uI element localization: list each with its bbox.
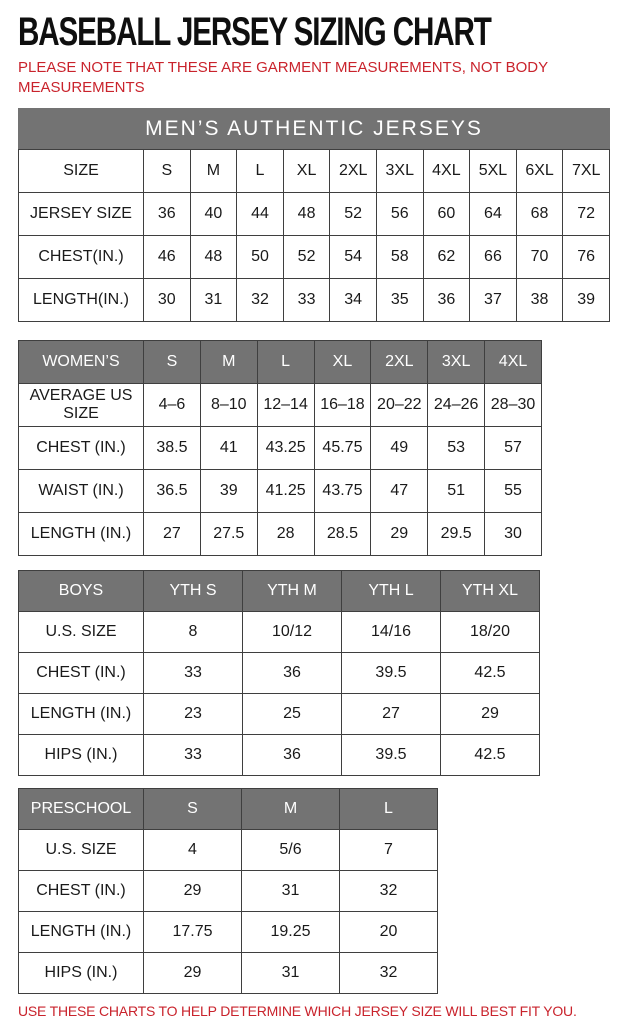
value-cell: 25	[243, 694, 342, 735]
value-cell: 44	[237, 193, 284, 236]
size-header-cell: S	[144, 150, 191, 193]
size-header-cell: 3XL	[428, 341, 485, 384]
garment-measurements-note: PLEASE NOTE THAT THESE ARE GARMENT MEASUREMENTS, NOT BODY MEASUREMENTS	[18, 59, 548, 96]
header-row	[19, 341, 542, 384]
size-header-cell: 6XL	[516, 150, 563, 193]
row-label-cell: WAIST (IN.)	[19, 470, 144, 513]
size-header-cell: L	[340, 789, 438, 830]
preschool-size-table	[18, 788, 438, 994]
size-header-cell: L	[257, 341, 314, 384]
value-cell: 36	[243, 735, 342, 776]
value-cell: 23	[144, 694, 243, 735]
footer-note: USE THESE CHARTS TO HELP DETERMINE WHICH JERSEY SIZE WILL BEST FIT YOU.	[18, 1003, 577, 1019]
size-header-cell: M	[200, 341, 257, 384]
value-cell: 36.5	[144, 470, 201, 513]
size-header-cell: YTH XL	[441, 571, 540, 612]
table-row	[19, 653, 540, 694]
row-label-cell: U.S. SIZE	[19, 612, 144, 653]
size-header-cell: S	[144, 789, 242, 830]
row-label-cell: CHEST (IN.)	[19, 871, 144, 912]
table-row	[19, 384, 542, 427]
value-cell: 41	[200, 427, 257, 470]
value-cell: 28	[257, 513, 314, 556]
value-cell: 40	[190, 193, 237, 236]
womens-size-table	[18, 340, 542, 556]
row-label-cell: JERSEY SIZE	[19, 193, 144, 236]
value-cell: 54	[330, 236, 377, 279]
size-header-cell: YTH S	[144, 571, 243, 612]
value-cell: 20–22	[371, 384, 428, 427]
value-cell: 30	[485, 513, 542, 556]
value-cell: 36	[423, 279, 470, 322]
value-cell: 39	[200, 470, 257, 513]
size-header-cell: YTH M	[243, 571, 342, 612]
row-label-cell: U.S. SIZE	[19, 830, 144, 871]
page-title	[18, 10, 615, 54]
value-cell: 48	[283, 193, 330, 236]
value-cell: 30	[144, 279, 191, 322]
size-header-cell: 4XL	[423, 150, 470, 193]
size-header-cell: M	[242, 789, 340, 830]
value-cell: 36	[243, 653, 342, 694]
value-cell: 5/6	[242, 830, 340, 871]
value-cell: 27	[144, 513, 201, 556]
header-row	[19, 789, 438, 830]
value-cell: 27.5	[200, 513, 257, 556]
table-row	[19, 871, 438, 912]
row-label-cell: LENGTH (IN.)	[19, 513, 144, 556]
table-title-cell: WOMEN’S	[19, 341, 144, 384]
value-cell: 57	[485, 427, 542, 470]
size-header-cell: M	[190, 150, 237, 193]
value-cell: 33	[283, 279, 330, 322]
row-label-cell: HIPS (IN.)	[19, 735, 144, 776]
value-cell: 16–18	[314, 384, 371, 427]
page-title-text: BASEBALL JERSEY SIZING CHART	[18, 10, 491, 54]
table-title-cell: PRESCHOOL	[19, 789, 144, 830]
value-cell: 32	[340, 953, 438, 994]
value-cell: 53	[428, 427, 485, 470]
size-header-cell: 4XL	[485, 341, 542, 384]
row-label-cell: CHEST (IN.)	[19, 653, 144, 694]
value-cell: 68	[516, 193, 563, 236]
size-header-cell: 2XL	[330, 150, 377, 193]
value-cell: 29	[144, 953, 242, 994]
value-cell: 39	[563, 279, 610, 322]
value-cell: 28–30	[485, 384, 542, 427]
value-cell: 38	[516, 279, 563, 322]
value-cell: 29	[441, 694, 540, 735]
table-row	[19, 912, 438, 953]
value-cell: 56	[376, 193, 423, 236]
value-cell: 62	[423, 236, 470, 279]
value-cell: 64	[470, 193, 517, 236]
value-cell: 39.5	[342, 653, 441, 694]
value-cell: 34	[330, 279, 377, 322]
value-cell: 31	[190, 279, 237, 322]
boys-size-table	[18, 570, 540, 776]
size-header-cell: YTH L	[342, 571, 441, 612]
value-cell: 42.5	[441, 735, 540, 776]
size-header-cell: 2XL	[371, 341, 428, 384]
header-row	[19, 150, 610, 193]
mens-authentic-jerseys-banner: MEN’S AUTHENTIC JERSEYS	[18, 108, 610, 149]
value-cell: 32	[237, 279, 284, 322]
value-cell: 19.25	[242, 912, 340, 953]
value-cell: 47	[371, 470, 428, 513]
value-cell: 31	[242, 953, 340, 994]
value-cell: 20	[340, 912, 438, 953]
value-cell: 29	[371, 513, 428, 556]
row-label-cell: AVERAGE US SIZE	[19, 384, 144, 427]
value-cell: 70	[516, 236, 563, 279]
table-row	[19, 513, 542, 556]
value-cell: 72	[563, 193, 610, 236]
size-header-cell: XL	[314, 341, 371, 384]
table-row	[19, 694, 540, 735]
value-cell: 52	[330, 193, 377, 236]
row-label-cell: LENGTH (IN.)	[19, 694, 144, 735]
value-cell: 17.75	[144, 912, 242, 953]
value-cell: 28.5	[314, 513, 371, 556]
value-cell: 58	[376, 236, 423, 279]
value-cell: 39.5	[342, 735, 441, 776]
value-cell: 27	[342, 694, 441, 735]
size-header-cell: 3XL	[376, 150, 423, 193]
value-cell: 32	[340, 871, 438, 912]
value-cell: 51	[428, 470, 485, 513]
value-cell: 37	[470, 279, 517, 322]
value-cell: 36	[144, 193, 191, 236]
value-cell: 76	[563, 236, 610, 279]
value-cell: 18/20	[441, 612, 540, 653]
value-cell: 46	[144, 236, 191, 279]
value-cell: 50	[237, 236, 284, 279]
value-cell: 4	[144, 830, 242, 871]
table-row	[19, 236, 610, 279]
table-title-cell: SIZE	[19, 150, 144, 193]
table-row	[19, 193, 610, 236]
mens-size-table	[18, 149, 610, 322]
value-cell: 33	[144, 653, 243, 694]
size-header-cell: XL	[283, 150, 330, 193]
value-cell: 38.5	[144, 427, 201, 470]
value-cell: 8–10	[200, 384, 257, 427]
value-cell: 45.75	[314, 427, 371, 470]
value-cell: 41.25	[257, 470, 314, 513]
table-row	[19, 735, 540, 776]
size-header-cell: S	[144, 341, 201, 384]
table-row	[19, 279, 610, 322]
size-header-cell: L	[237, 150, 284, 193]
row-label-cell: LENGTH(IN.)	[19, 279, 144, 322]
value-cell: 49	[371, 427, 428, 470]
value-cell: 48	[190, 236, 237, 279]
row-label-cell: CHEST(IN.)	[19, 236, 144, 279]
value-cell: 52	[283, 236, 330, 279]
row-label-cell: CHEST (IN.)	[19, 427, 144, 470]
row-label-cell: LENGTH (IN.)	[19, 912, 144, 953]
value-cell: 33	[144, 735, 243, 776]
value-cell: 8	[144, 612, 243, 653]
value-cell: 42.5	[441, 653, 540, 694]
table-title-cell: BOYS	[19, 571, 144, 612]
header-row	[19, 571, 540, 612]
table-row	[19, 427, 542, 470]
value-cell: 24–26	[428, 384, 485, 427]
value-cell: 14/16	[342, 612, 441, 653]
value-cell: 43.75	[314, 470, 371, 513]
table-row	[19, 953, 438, 994]
row-label-cell: HIPS (IN.)	[19, 953, 144, 994]
value-cell: 12–14	[257, 384, 314, 427]
value-cell: 35	[376, 279, 423, 322]
size-header-cell: 5XL	[470, 150, 517, 193]
value-cell: 55	[485, 470, 542, 513]
value-cell: 31	[242, 871, 340, 912]
value-cell: 4–6	[144, 384, 201, 427]
value-cell: 7	[340, 830, 438, 871]
table-row	[19, 830, 438, 871]
value-cell: 10/12	[243, 612, 342, 653]
value-cell: 60	[423, 193, 470, 236]
value-cell: 29	[144, 871, 242, 912]
table-row	[19, 470, 542, 513]
value-cell: 29.5	[428, 513, 485, 556]
value-cell: 43.25	[257, 427, 314, 470]
table-row	[19, 612, 540, 653]
size-header-cell: 7XL	[563, 150, 610, 193]
value-cell: 66	[470, 236, 517, 279]
